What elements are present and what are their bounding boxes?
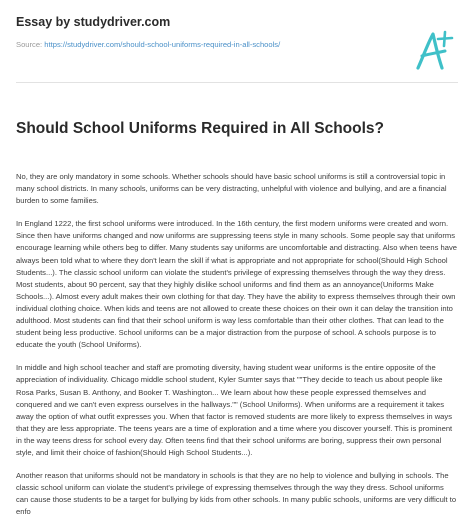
source-label: Source:: [16, 40, 43, 49]
essay-paragraph: No, they are only mandatory in some schools. Whether schools should have basic school uniforms is still a controversial topic in many school districts. In many schools, uniforms can be very distracting, unhelpful with violence and bullying, and are a financial burden to some families.: [16, 172, 447, 206]
a-plus-logo-icon: [412, 27, 458, 73]
essay-paragraph: In England 1222, the first school uniforms were introduced. In the 16th century, the first modern uniforms were created and worn. Since then have uniforms changed and now uniforms are suppressing teens style in many schools. Some people say that uniforms encourage learning while others beg to differ. Many students say uniforms are uncomfortable and distracting. Also when teens have always been told what to where they don't learn the skill if what is appropriate and not appropriate for school(Should High School Students...). The classic school uniform can violate the student's privilege of expressing themselves through the way they dress. Most students, about 90 percent, say that they highly dislike school uniforms and find them as an annoyance(Uniforms Make Schools...). Almost every adult makes their own clothing for that day. They have the ability to express themselves through their own individual clothing choice. When kids and teens are not allowed to create these choices on their own it can delay the transition into adulthood. Most students can find that their school uniform is way less comfortable than their other clothes. That can lead to the student being less productive. School uniforms can be a major distraction from the purpose of school. A schools purpose is to educate the youth (School Uniforms).: [16, 219, 457, 350]
essay-body: [16, 171, 458, 529]
essay-paragraph: In middle and high school teacher and staff are promoting diversity, having student wear uniforms is the entire opposite of the appreciation of individuality. Chicago middle school student, Kyler Sumter says that ""They decide to teach us about people like Rosa Parks, Susan B. Anthony, and Booker T. Washington... We learn about how these people expressed themselves and conquered and we can't even express ourselves in the hallways."" (School Uniforms). When uniforms are a requirement it takes away the option of what outfit expresses you. When that factor is removed students are more likely to express themselves in ways that they are less appropriate. The teens years are a time of exploration and a time where you discover yourself. This is prominent in the way teens dress for school every day. Often teens find that their school uniforms are boring, suppress their own personal style, and limit their choice of fashion(Should High School Students...).: [16, 363, 453, 457]
essay-paragraph: Another reason that uniforms should not be mandatory in schools is that they are no help to violence and bullying in schools. The classic school uniform can violate the student's privilege of expressing themselves through the way they dress. School uniforms can cause those students to be a target for bullying by kids from other schools. In many public schools, uniforms are very difficult to enfo: [16, 471, 457, 517]
brand-title: Essay by studydriver.com: [16, 15, 171, 29]
source-line: [16, 40, 416, 50]
essay-title: Should School Uniforms Required in All Schools?: [16, 120, 384, 137]
header-divider: [16, 82, 458, 83]
source-link[interactable]: https://studydriver.com/should-school-uniforms-required-in-all-schools/: [44, 40, 281, 49]
page-header: [16, 14, 416, 50]
